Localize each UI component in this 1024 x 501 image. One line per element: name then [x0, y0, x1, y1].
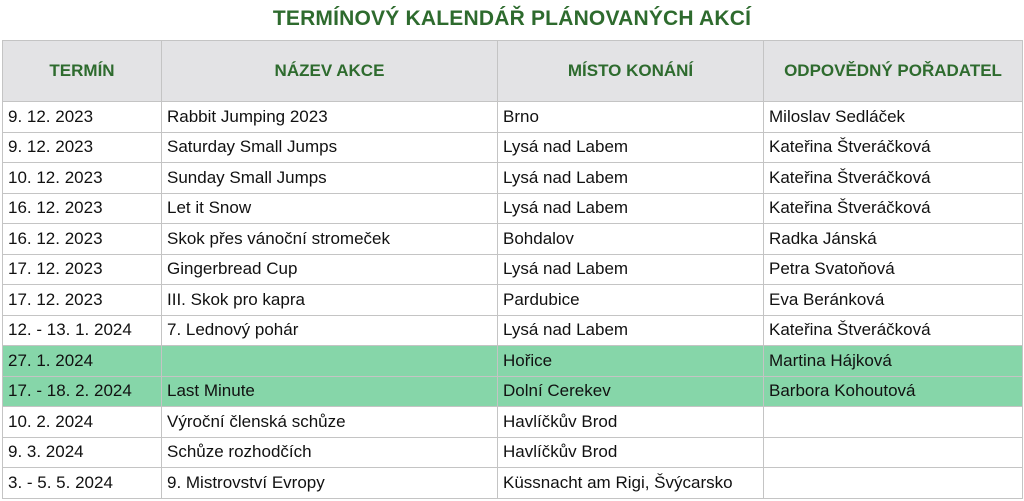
cell-venue: Lysá nad Labem [498, 163, 764, 194]
header-venue: MÍSTO KONÁNÍ [498, 41, 764, 102]
table-row [3, 468, 1023, 499]
cell-date: 27. 1. 2024 [3, 346, 162, 377]
cell-organizer: Kateřina Štveráčková [764, 315, 1023, 346]
cell-organizer: Eva Beránková [764, 285, 1023, 316]
cell-event-name: 9. Mistrovství Evropy [162, 468, 498, 499]
cell-event-name: Gingerbread Cup [162, 254, 498, 285]
cell-date: 12. - 13. 1. 2024 [3, 315, 162, 346]
cell-event-name: Sunday Small Jumps [162, 163, 498, 194]
cell-venue: Havlíčkův Brod [498, 407, 764, 438]
cell-date: 10. 2. 2024 [3, 407, 162, 438]
header-row [3, 41, 1023, 102]
cell-venue: Lysá nad Labem [498, 254, 764, 285]
cell-venue: Küssnacht am Rigi, Švýcarsko [498, 468, 764, 499]
cell-event-name: 7. Lednový pohár [162, 315, 498, 346]
cell-organizer: Kateřina Štveráčková [764, 193, 1023, 224]
table-row [3, 346, 1023, 377]
cell-event-name: Let it Snow [162, 193, 498, 224]
cell-event-name: Last Minute [162, 376, 498, 407]
cell-date: 16. 12. 2023 [3, 224, 162, 255]
cell-organizer: Petra Svatoňová [764, 254, 1023, 285]
cell-event-name: III. Skok pro kapra [162, 285, 498, 316]
cell-date: 10. 12. 2023 [3, 163, 162, 194]
cell-date: 17. 12. 2023 [3, 285, 162, 316]
table-row [3, 163, 1023, 194]
header-organizer: ODPOVĚDNÝ POŘADATEL [764, 41, 1023, 102]
cell-event-name: Výroční členská schůze [162, 407, 498, 438]
page-title: TERMÍNOVÝ KALENDÁŘ PLÁNOVANÝCH AKCÍ [272, 7, 752, 30]
cell-date: 9. 3. 2024 [3, 437, 162, 468]
cell-date: 17. 12. 2023 [3, 254, 162, 285]
cell-event-name: Rabbit Jumping 2023 [162, 102, 498, 133]
cell-organizer: Kateřina Štveráčková [764, 163, 1023, 194]
cell-date: 9. 12. 2023 [3, 102, 162, 133]
table-row [3, 315, 1023, 346]
cell-venue: Hořice [498, 346, 764, 377]
cell-organizer: Miloslav Sedláček [764, 102, 1023, 133]
cell-event-name: Schůze rozhodčích [162, 437, 498, 468]
cell-organizer: Kateřina Štveráčková [764, 132, 1023, 163]
cell-venue: Dolní Cerekev [498, 376, 764, 407]
cell-event-name: Saturday Small Jumps [162, 132, 498, 163]
table-row [3, 102, 1023, 133]
cell-organizer: Radka Jánská [764, 224, 1023, 255]
table-row [3, 376, 1023, 407]
cell-organizer [764, 437, 1023, 468]
cell-organizer [764, 468, 1023, 499]
cell-venue: Brno [498, 102, 764, 133]
events-table [2, 40, 1023, 499]
cell-date: 16. 12. 2023 [3, 193, 162, 224]
cell-venue: Bohdalov [498, 224, 764, 255]
table-row [3, 224, 1023, 255]
table-row [3, 254, 1023, 285]
cell-date: 17. - 18. 2. 2024 [3, 376, 162, 407]
header-date: TERMÍN [3, 41, 162, 102]
cell-venue: Lysá nad Labem [498, 193, 764, 224]
cell-event-name [162, 346, 498, 377]
header-event-name: NÁZEV AKCE [162, 41, 498, 102]
table-row [3, 132, 1023, 163]
cell-venue: Pardubice [498, 285, 764, 316]
table-row [3, 285, 1023, 316]
table-row [3, 193, 1023, 224]
cell-event-name: Skok přes vánoční stromeček [162, 224, 498, 255]
cell-date: 9. 12. 2023 [3, 132, 162, 163]
table-row [3, 407, 1023, 438]
cell-venue: Lysá nad Labem [498, 132, 764, 163]
table-row [3, 437, 1023, 468]
cell-organizer: Barbora Kohoutová [764, 376, 1023, 407]
cell-date: 3. - 5. 5. 2024 [3, 468, 162, 499]
cell-venue: Lysá nad Labem [498, 315, 764, 346]
cell-organizer [764, 407, 1023, 438]
cell-venue: Havlíčkův Brod [498, 437, 764, 468]
cell-organizer: Martina Hájková [764, 346, 1023, 377]
